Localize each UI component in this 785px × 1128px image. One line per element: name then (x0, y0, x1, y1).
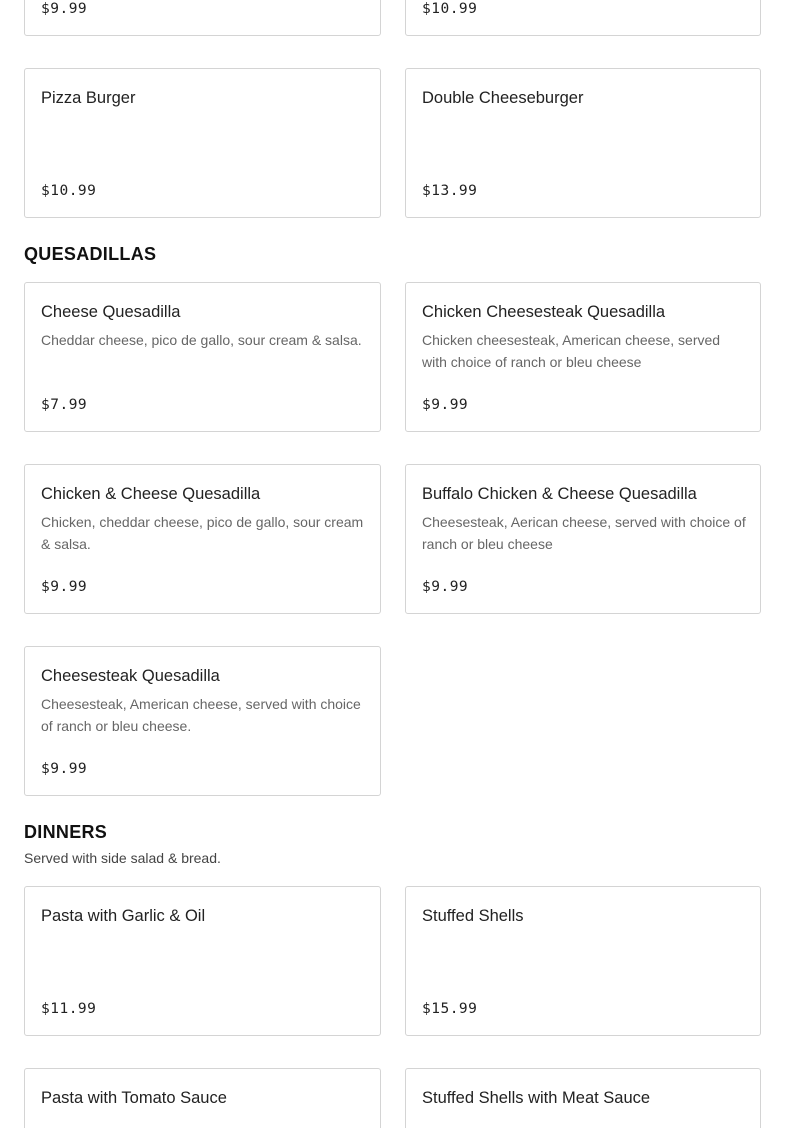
menu-item-card[interactable] (405, 464, 761, 614)
item-price: $9.99 (41, 761, 88, 777)
menu-item-card[interactable] (24, 0, 381, 36)
menu-item-card[interactable] (405, 886, 761, 1036)
item-name: Cheesesteak Quesadilla (41, 667, 220, 685)
item-price: $9.99 (41, 1, 88, 17)
item-price: $10.99 (41, 183, 97, 199)
item-name: Double Cheeseburger (422, 89, 584, 107)
section-title-quesadillas: QUESADILLAS (24, 244, 157, 264)
item-description: Chicken, cheddar cheese, pico de gallo, sour cream & salsa. (41, 514, 364, 552)
item-price: $13.99 (422, 183, 478, 199)
menu-item-card[interactable] (405, 68, 761, 218)
menu-item-card[interactable] (24, 886, 381, 1036)
menu-item-card[interactable] (24, 464, 381, 614)
item-description: Cheddar cheese, pico de gallo, sour cream & salsa. (41, 332, 362, 348)
item-name: Pizza Burger (41, 89, 136, 107)
item-name: Pasta with Garlic & Oil (41, 907, 206, 925)
section-title-dinners: DINNERS (24, 822, 108, 842)
item-price: $9.99 (422, 579, 469, 595)
item-price: $11.99 (41, 1001, 97, 1017)
menu-item-card[interactable] (405, 0, 761, 36)
item-name: Stuffed Shells (422, 907, 524, 925)
item-price: $7.99 (41, 397, 88, 413)
menu-item-card[interactable] (24, 646, 381, 796)
section-subtitle-dinners: Served with side salad & bread. (24, 850, 221, 866)
item-price: $10.99 (422, 1, 478, 17)
item-description: Cheesesteak, American cheese, served with choice of ranch or bleu cheese. (41, 696, 361, 734)
menu-item-card[interactable] (24, 68, 381, 218)
menu-item-card[interactable] (405, 1068, 761, 1128)
item-description: Chicken cheesesteak, American cheese, served with choice of ranch or bleu cheese (422, 332, 721, 370)
item-name: Stuffed Shells with Meat Sauce (422, 1089, 651, 1107)
item-name: Cheese Quesadilla (41, 303, 181, 321)
menu-item-card[interactable] (24, 282, 381, 432)
item-description: Cheesesteak, Aerican cheese, served with choice of ranch or bleu cheese (422, 514, 746, 552)
item-name: Chicken Cheesesteak Quesadilla (422, 303, 666, 321)
item-price: $15.99 (422, 1001, 478, 1017)
menu-item-card[interactable] (405, 282, 761, 432)
item-name: Buffalo Chicken & Cheese Quesadilla (422, 485, 697, 503)
item-name: Pasta with Tomato Sauce (41, 1089, 227, 1107)
menu-item-card[interactable] (24, 1068, 381, 1128)
item-price: $9.99 (41, 579, 88, 595)
item-price: $9.99 (422, 397, 469, 413)
item-name: Chicken & Cheese Quesadilla (41, 485, 261, 503)
